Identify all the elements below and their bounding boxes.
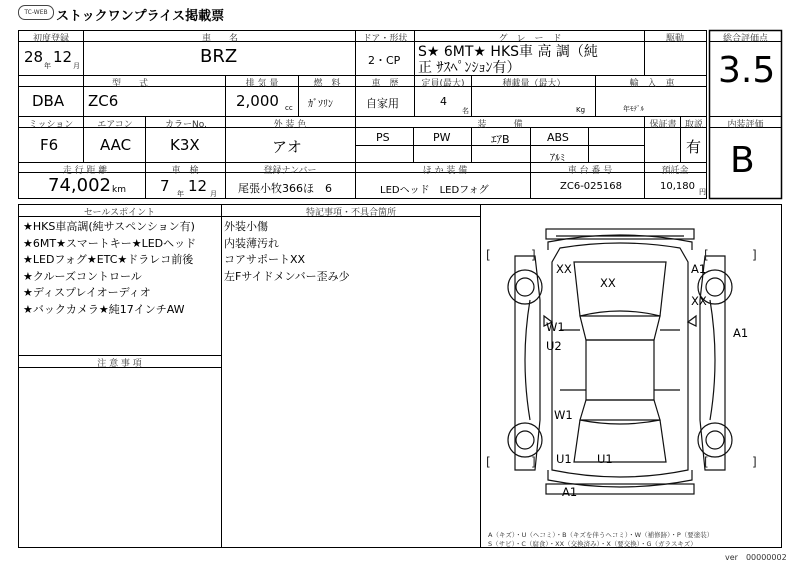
mark-w1-left-rear: W1 [554,408,573,422]
bracket-left-close: ] [531,248,536,262]
mark-xx-top: XX [600,276,616,290]
fuel-value: ｶﾞｿﾘﾝ [308,99,333,110]
model-prefix: DBA [32,92,65,110]
special-notes-list [224,219,350,285]
first-reg-year: 28 [24,48,44,66]
list-item: ★バックカメラ★純17インチAW [23,302,185,316]
recycle-value: 10,180 [660,181,695,192]
legend-line-1: A（キズ）・U（ヘコミ）・B（キズを伴うヘコミ）・W（補修跡）・P（要塗装） [488,531,714,539]
bracket-right-close: ] [752,455,757,469]
label-model: 型 式 [111,79,148,89]
mark-a1-rear: A1 [562,485,578,499]
bracket-left-open: [ [486,248,491,262]
mileage-value: 74,002 [48,175,111,196]
mission-value: F6 [40,136,59,154]
label-warranty: 保証書 [649,120,677,130]
equip-airbag: ｴｱB [491,133,510,146]
label-displacement: 排 気 量 [245,79,279,89]
inspection-month-unit: 月 [210,190,217,198]
model-year-unit: 年ﾓﾃﾞﾙ [623,105,644,113]
label-first-reg: 初度登録 [32,34,69,44]
bracket-left-open: [ [486,455,491,469]
label-special-notes: 特記事項・不具合箇所 [305,208,396,218]
kg-unit: Kg [576,106,586,114]
equip-ps: PS [376,131,390,144]
label-chassis-no: 車 台 番 号 [567,166,613,176]
label-mission: ミッション [28,120,74,130]
first-reg-month: 12 [53,48,73,66]
label-aircon: エアコン [97,120,133,130]
cc-unit: cc [285,104,293,112]
month-unit: 月 [73,62,80,70]
mark-u1-rear-mid: U1 [597,452,613,466]
list-item: ★クルーズコントロール [23,269,142,283]
label-mileage: 走 行 距 離 [62,166,108,176]
chassis-no-value: ZC6-025168 [560,181,622,192]
label-other-equip: ほ か 装 備 [422,166,468,176]
site-logo: TC-WEB [18,5,54,20]
aircon-value: AAC [100,136,132,154]
capacity-value: 4 [440,95,447,108]
version-label: ver 00000002 [725,553,787,562]
km-unit: km [112,185,126,195]
grade-line-1: S★ 6MT★ HKS車 高 調（純 [418,44,598,60]
inspection-year-unit: 年 [177,190,184,198]
sales-points-list [23,219,196,318]
list-item: ★LEDフォグ★ETC★ドラレコ前後 [23,253,194,266]
list-item: 外装小傷 [224,220,268,233]
interior-score: B [730,140,755,181]
ext-color-value: アオ [272,138,302,156]
legend-line-2: S（サビ）・C（腐食）・XX（交換済み）・X（要交換）・G（ガラスキズ） [488,540,697,548]
label-color-no: カラーNo. [165,120,207,130]
bracket-right-close: ] [752,248,757,262]
label-fuel: 燃 料 [313,79,341,89]
sheet-title: ストックワンプライス掲載票 [56,9,225,24]
bracket-right-open: [ [704,248,709,262]
label-inspection: 車 検 [171,166,199,176]
mark-a1-front-right: A1 [691,262,707,276]
displacement-value: 2,000 [236,92,279,110]
list-item: ★6MT★スマートキー★LEDヘッド [23,236,197,250]
list-item: ★HKS車高調(純サスペンション有) [23,220,195,233]
equip-pw: PW [433,131,451,144]
mark-a1-right: A1 [733,326,749,340]
label-car-history: 車 歴 [371,79,399,89]
bracket-left-close: ] [531,455,536,469]
list-item: 内装薄汚れ [224,236,279,250]
label-manual: 取説 [684,120,703,130]
mark-u2-left: U2 [546,339,562,353]
mark-u1-rear-left: U1 [556,452,572,466]
label-cautions: 注 意 事 項 [97,359,142,369]
label-total-eval: 総合評価点 [722,34,768,44]
equip-alumi: ｱﾙﾐ [550,153,565,164]
plate-value: 尾張小牧366ほ 6 [238,182,332,195]
label-import: 輸 入 車 [629,79,675,89]
label-car-name: 車 名 [201,34,238,44]
list-item: 左Fサイドメンバー歪み少 [224,269,350,283]
car-name-value: BRZ [200,46,238,67]
year-unit: 年 [44,62,51,70]
history-value: 自家用 [366,97,399,110]
capacity-unit: 名 [462,107,469,115]
yen-unit: 円 [699,188,706,196]
color-no-value: K3X [170,136,200,154]
inspection-year: 7 [160,177,170,195]
equip-abs: ABS [547,131,569,144]
label-equipment: 装 備 [477,120,523,130]
door-type-value: 2・CP [368,54,401,67]
label-interior-eval: 内装評価 [727,120,764,130]
label-capacity: 定員(最大) [421,79,465,89]
list-item: ★ディスプレイオーディオ [23,286,151,299]
mark-xx-front-right: XX [691,294,707,308]
bracket-right-open: [ [704,455,709,469]
other-equip-value: LEDヘッド LEDフォグ [380,185,489,196]
label-ext-color: 外 装 色 [273,120,307,130]
label-grade: グ レ ー ド [498,34,562,44]
label-plate: 登録ナンバー [263,166,317,176]
grade-line-2: 正 ｻｽﾍﾟﾝｼｮﾝ有） [418,60,521,76]
label-recycle: 預託金 [661,166,689,176]
manual-value: 有 [686,138,702,156]
list-item: コアサポートXX [224,253,306,266]
label-sales-points: セールスポイント [83,208,156,218]
label-door-type: ドア・形状 [362,34,408,44]
label-drive: 駆動 [665,34,684,44]
mark-xx-front-left: XX [556,262,572,276]
total-score: 3.5 [718,50,776,91]
mark-w1-left: W1 [546,320,565,334]
model-value: ZC6 [88,92,119,110]
label-load: 積載量（最大） [502,79,566,89]
inspection-month: 12 [188,177,208,195]
